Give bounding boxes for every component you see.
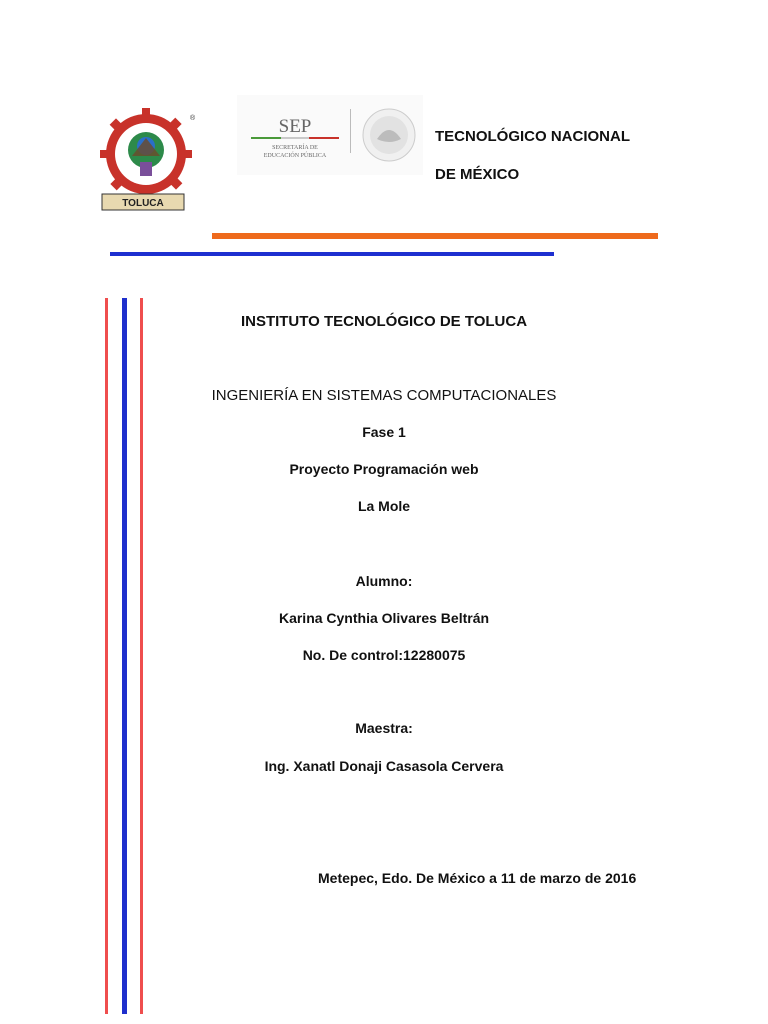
red-vertical-bar-left [105, 298, 108, 1014]
student-name: Karina Cynthia Olivares Beltrán [278, 610, 490, 626]
career-title: INGENIERÍA EN SISTEMAS COMPUTACIONALES [211, 387, 557, 404]
student-label: Alumno: [355, 573, 413, 589]
sep-logo [237, 95, 423, 175]
teacher-label: Maestra: [355, 720, 413, 736]
teacher-name: Ing. Xanatl Donaji Casasola Cervera [264, 758, 504, 774]
project-title: Proyecto Programación web [289, 461, 479, 477]
orange-divider [212, 233, 658, 239]
institute-title: INSTITUTO TECNOLÓGICO DE TOLUCA [240, 313, 528, 330]
phase-label: Fase 1 [362, 424, 406, 440]
header-line-1: TECNOLÓGICO NACIONAL [435, 128, 630, 145]
header-line-2: DE MÉXICO [435, 166, 520, 183]
svg-text:TOLUCA: TOLUCA [122, 198, 164, 209]
project-name: La Mole [357, 498, 411, 514]
svg-text:®: ® [190, 115, 196, 122]
control-number: No. De control:12280075 [302, 647, 466, 663]
svg-text:SEP: SEP [278, 116, 312, 137]
place-date: Metepec, Edo. De México a 11 de marzo de 2016 [318, 870, 637, 886]
svg-text:SECRETARÍA DE: SECRETARÍA DE [272, 145, 318, 151]
blue-divider [110, 252, 554, 256]
svg-text:EDUCACIÓN PÚBLICA: EDUCACIÓN PÚBLICA [263, 153, 327, 159]
red-vertical-bar-right [140, 298, 143, 1014]
toluca-logo [96, 108, 196, 212]
blue-vertical-bar [122, 298, 127, 1014]
